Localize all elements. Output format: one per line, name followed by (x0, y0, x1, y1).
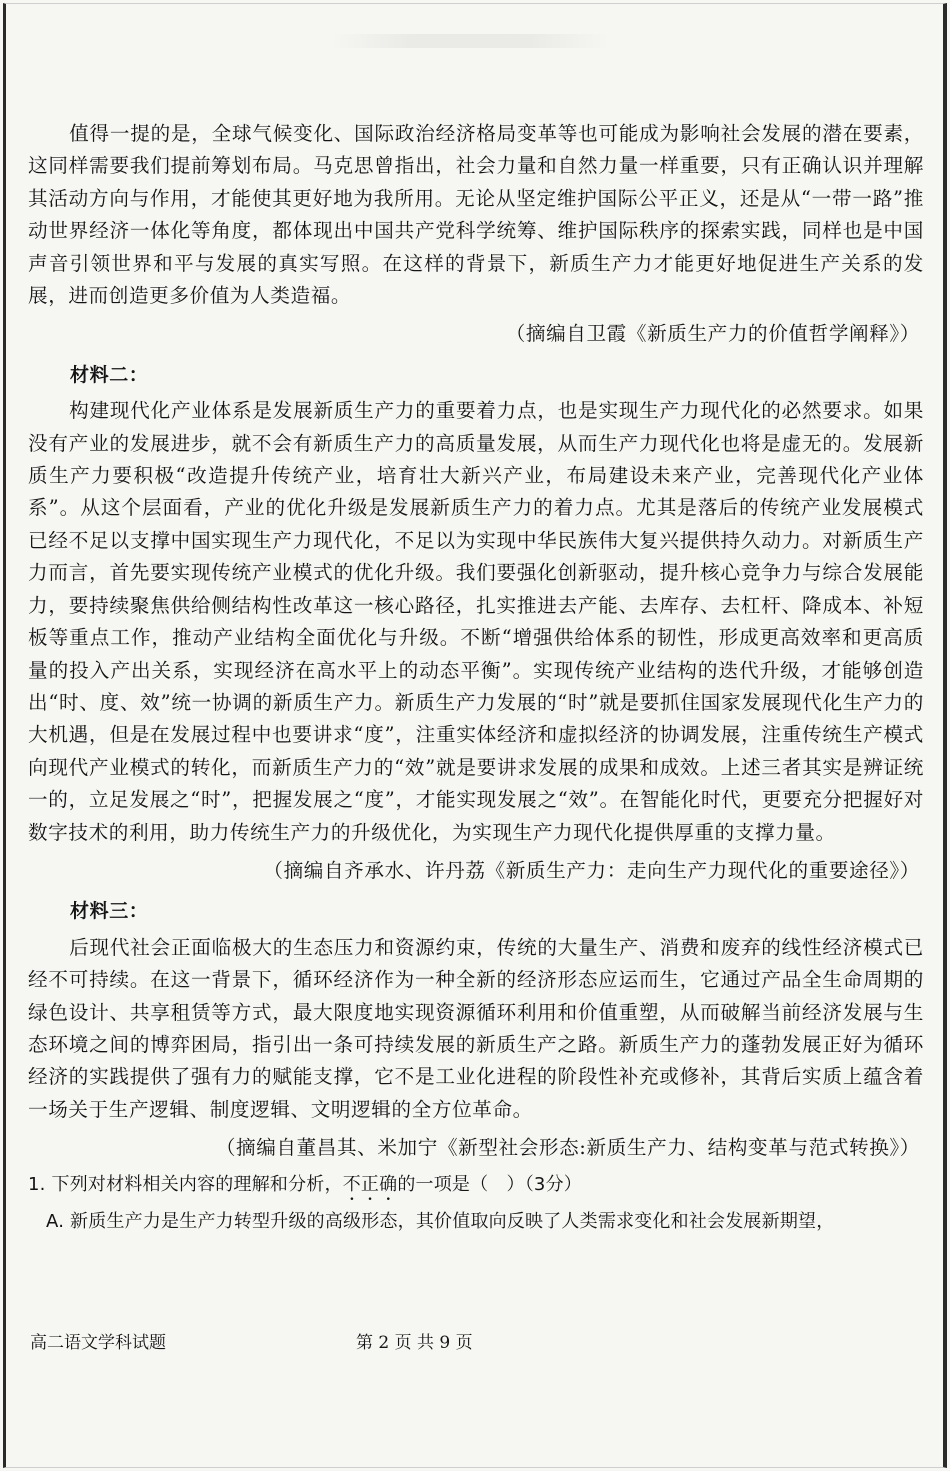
question-stem-after: 的一项是（ ）（3分） (397, 1173, 582, 1195)
material-two-source: （摘编自齐承水、许丹荔《新质生产力：走向生产力现代化的重要途径》） (263, 858, 920, 882)
material-two-heading: 材料二： (70, 363, 149, 386)
material-two-paragraph: 构建现代化产业体系是发展新质生产力的重要着力点，也是实现生产力现代化的必然要求。如果没有产业的发展进步，就不会有新质生产力的高质量发展，从而生产力现代化也将是虚无的。发展新质生产力要积极“改造提升传统产业，培育壮大新兴产业，布局建设未来产业，完善现代化产业体系”。从这个层面看，产业的优化升级是发展新质生产力的着力点。尤其是落后的传统产业发展模式已经不足以支撑中国实现生产力现代化，不足以为实现中华民族伟大复兴提供持久动力。对新质生产力而言，首先要实现传统产业模式的优化升级。我们要强化创新驱动，提升核心竞争力与综合发展能力，要持续聚焦供给侧结构性改革这一核心路径，扎实推进去产能、去库存、去杠杆、降成本、补短板等重点工作，推动产业结构全面优化与升级。不断“增强供给体系的韧性，形成更高效率和更高质量的投入产出关系，实现经济在高水平上的动态平衡”。实现传统产业结构的迭代升级，才能够创造出“时、度、效”统一协调的新质生产力。新质生产力发展的“时”就是要抓住国家发展现代化生产力的大机遇，但是在发展过程中也要讲求“度”，注重实体经济和虚拟经济的协调发展，注重传统生产模式向现代产业模式的转化，而新质生产力的“效”就是要讲求发展的成果和成效。上述三者其实是辨证统一的，立足发展之“时”，把握发展之“度”，才能实现发展之“效”。在智能化时代，更要充分把握好对数字技术的利用，助力传统生产力的升级优化，为实现生产力现代化提供厚重的支撑力量。 (28, 399, 924, 844)
question-stem-before: 1. 下列对材料相关内容的理解和分析， (28, 1173, 343, 1195)
material-one-paragraph: 值得一提的是，全球气候变化、国际政治经济格局变革等也可能成为影响社会发展的潜在要素，这同样需要我们提前筹划布局。马克思曾指出，社会力量和自然力量一样重要，只有正确认识并理解其活动方向与作用，才能使其更好地为我所用。无论从坚定维护国际公平正义，还是从“一带一路”推动世界经济一体化等角度，都体现出中国共产党科学统筹、维护国际秩序的探索实践，同样也是中国声音引领世界和平与发展的真实写照。在这样的背景下，新质生产力才能更好地促进生产关系的发展，进而创造更多价值为人类造福。 (28, 122, 924, 308)
question-one-stem (28, 1169, 924, 1205)
footer-page-number: 第 2 页 共 9 页 (356, 1333, 473, 1353)
document-body (28, 118, 924, 1239)
material-one-source: （摘编自卫霞《新质生产力的价值哲学阐释》） (505, 322, 920, 346)
question-one-option-a: A. 新质生产力是生产力转型升级的高级形态，其价值取向反映了人类需求变化和社会发展新期望， (46, 1210, 835, 1232)
material-three-source: （摘编自董昌其、米加宁《新型社会形态:新质生产力、结构变革与范式转换》） (215, 1136, 920, 1160)
question-stem-emphasis: 不正确 (342, 1173, 398, 1195)
material-three-heading: 材料三： (70, 900, 149, 923)
scan-smudge (330, 34, 610, 48)
footer-subject: 高二语文学科试题 (30, 1333, 166, 1353)
material-three-paragraph: 后现代社会正面临极大的生态压力和资源约束，传统的大量生产、消费和废弃的线性经济模式已经不可持续。在这一背景下，循环经济作为一种全新的经济形态应运而生，它通过产品全生命周期的绿色设计、共享租赁等方式，最大限度地实现资源循环利用和价值重塑，从而破解当前经济发展与生态环境之间的博弈困局，指引出一条可持续发展的新质生产之路。新质生产力的蓬勃发展正好为循环经济的实践提供了强有力的赋能支撑，它不是工业化进程的阶段性补充或修补，其背后实质上蕴含着一场关于生产逻辑、制度逻辑、文明逻辑的全方位革命。 (28, 935, 924, 1121)
